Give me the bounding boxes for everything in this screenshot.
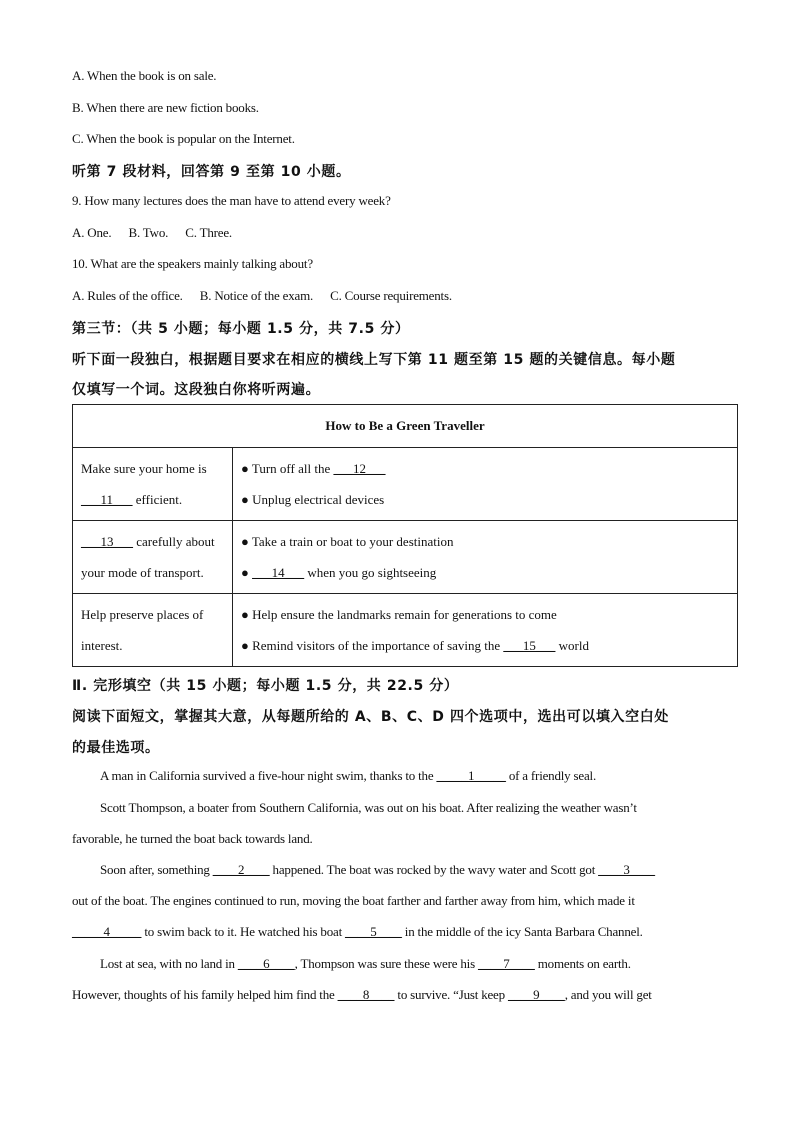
blank-2[interactable]: ____2____: [212, 862, 270, 877]
table-row: [73, 448, 738, 521]
passage-line: [72, 987, 652, 1003]
cell-text: [241, 557, 729, 588]
blank-14[interactable]: ___14___: [252, 565, 305, 580]
cell-text-part: carefully about: [133, 534, 215, 549]
blank-5[interactable]: ____5____: [345, 924, 402, 939]
q9-question: 9. How many lectures does the man have to attend every week?: [72, 193, 391, 208]
passage-text: , and you will get: [564, 987, 652, 1002]
blank-13[interactable]: ___13___: [81, 534, 133, 549]
passage-text: of a friendly seal.: [505, 768, 596, 783]
table-cell-right: [233, 594, 738, 667]
cell-text-part: world: [555, 638, 589, 653]
cloze-heading: Ⅱ. 完形填空（共 15 小题；每小题 1.5 分，共 22.5 分）: [72, 678, 459, 694]
passage-text: to swim back to it. He watched his boat: [141, 924, 346, 939]
q10-option-c: C. Course requirements.: [330, 288, 452, 303]
cell-text: your mode of transport.: [81, 565, 204, 580]
passage-line: [100, 862, 655, 878]
q10-option-a: A. Rules of the office.: [72, 288, 183, 303]
table-cell-left: [73, 594, 233, 667]
cell-text: ● Take a train or boat to your destination: [241, 534, 454, 549]
passage-line: [100, 768, 596, 784]
part3-instruction-line1: 听下面一段独白，根据题目要求在相应的横线上写下第 11 题至第 15 题的关键信息。每小题: [72, 352, 676, 368]
q9-options: [72, 225, 232, 241]
table-row: [73, 594, 738, 667]
table-cell-left: [73, 448, 233, 521]
cell-text: [241, 453, 729, 484]
passage-text: Soon after, something: [100, 862, 213, 877]
passage-text: to survive. “Just keep: [394, 987, 508, 1002]
passage-line: Scott Thompson, a boater from Southern California, was out on his boat. After realizing the weather wasn’t: [100, 800, 637, 815]
section7-instruction: 听第 7 段材料，回答第 9 至第 10 小题。: [72, 164, 351, 180]
cell-text: ● Help ensure the landmarks remain for generations to come: [241, 607, 557, 622]
passage-text: moments on earth.: [534, 956, 631, 971]
q9-option-b: B. Two.: [128, 225, 169, 240]
cell-text: [241, 630, 729, 661]
q10-options: [72, 288, 452, 304]
table-row: [73, 521, 738, 594]
green-traveller-table: [72, 404, 738, 667]
cell-text: [81, 526, 224, 557]
blank-3[interactable]: ____3____: [598, 862, 655, 877]
table-cell-right: [233, 521, 738, 594]
cell-text: [81, 484, 224, 515]
table-cell-left: [73, 521, 233, 594]
cell-text-part: efficient.: [132, 492, 183, 507]
passage-line: [72, 924, 643, 940]
blank-6[interactable]: ____6____: [237, 956, 295, 971]
table-title: How to Be a Green Traveller: [73, 405, 738, 448]
blank-15[interactable]: ___15___: [503, 638, 556, 653]
cell-text-part: ● Turn off all the: [241, 461, 334, 476]
blank-1[interactable]: _____1_____: [436, 768, 506, 783]
part3-instruction-line2: 仅填写一个词。这段独白你将听两遍。: [72, 382, 321, 398]
blank-12[interactable]: ___12___: [333, 461, 386, 476]
blank-11[interactable]: ___11___: [81, 492, 133, 507]
cell-text-part: when you go sightseeing: [304, 565, 437, 580]
q10-question: 10. What are the speakers mainly talking about?: [72, 256, 313, 271]
q8-option-a: A. When the book is on sale.: [72, 68, 217, 83]
cloze-instruction-line1: 阅读下面短文，掌握其大意，从每题所给的 A、B、C、D 四个选项中，选出可以填入空白处: [72, 709, 669, 725]
blank-4[interactable]: _____4_____: [72, 924, 142, 939]
cell-text: Help preserve places of: [81, 607, 204, 622]
passage-text: However, thoughts of his family helped him find the: [72, 987, 338, 1002]
passage-text: , Thompson was sure these were his: [294, 956, 479, 971]
blank-8[interactable]: ____8____: [337, 987, 395, 1002]
q8-option-b: B. When there are new fiction books.: [72, 100, 259, 115]
cell-text: ● Unplug electrical devices: [241, 492, 385, 507]
passage-line: [100, 956, 631, 972]
passage-text: A man in California survived a five-hour night swim, thanks to the: [100, 768, 437, 783]
cell-text-part: ● Remind visitors of the importance of saving the: [241, 638, 504, 653]
passage-line: favorable, he turned the boat back towards land.: [72, 831, 313, 846]
q10-option-b: B. Notice of the exam.: [199, 288, 314, 303]
blank-7[interactable]: ____7____: [478, 956, 535, 971]
table-cell-right: [233, 448, 738, 521]
q9-option-c: C. Three.: [185, 225, 232, 240]
cell-text-part: ●: [241, 565, 253, 580]
passage-text: happened. The boat was rocked by the wavy water and Scott got: [269, 862, 599, 877]
q8-option-c: C. When the book is popular on the Internet.: [72, 131, 295, 146]
passage-text: Lost at sea, with no land in: [100, 956, 238, 971]
passage-line: out of the boat. The engines continued to run, moving the boat farther and farther away from him, which made it: [72, 893, 635, 908]
q9-option-a: A. One.: [72, 225, 112, 240]
cell-text: Make sure your home is: [81, 461, 207, 476]
cloze-instruction-line2: 的最佳选项。: [72, 740, 160, 756]
passage-text: in the middle of the icy Santa Barbara Channel.: [401, 924, 643, 939]
part3-heading: 第三节：（共 5 小题；每小题 1.5 分，共 7.5 分）: [72, 321, 410, 337]
cell-text: interest.: [81, 638, 123, 653]
blank-9[interactable]: ____9____: [507, 987, 565, 1002]
